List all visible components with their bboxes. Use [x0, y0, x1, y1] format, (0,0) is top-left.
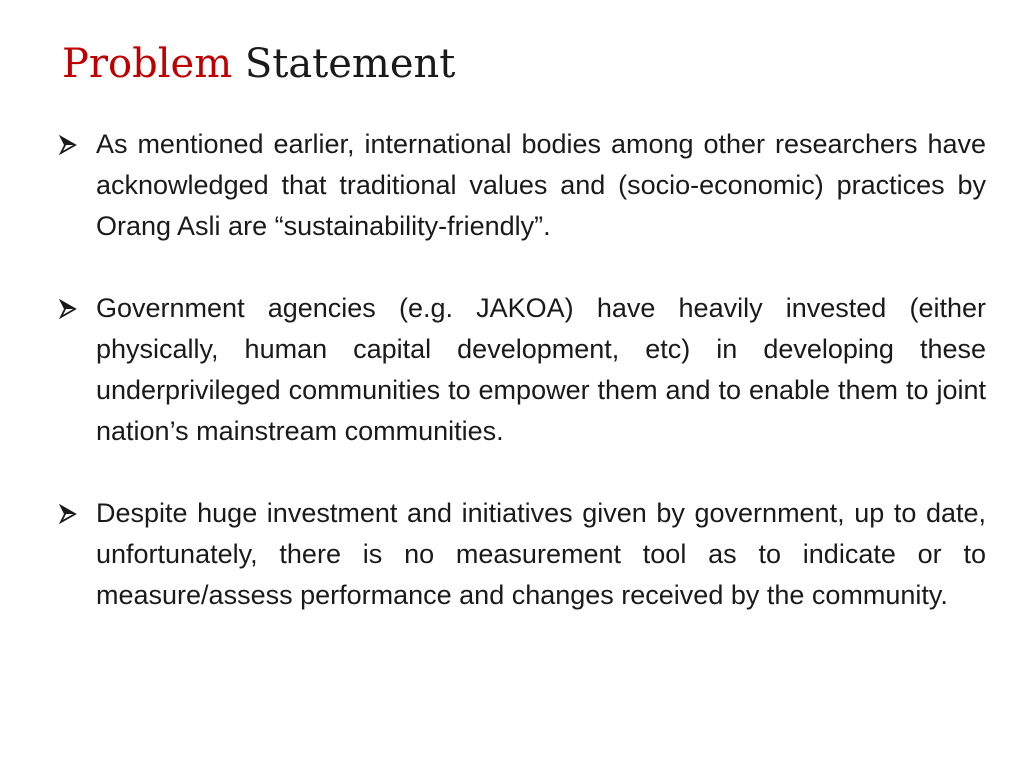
- title-rest: Statement: [244, 41, 456, 87]
- bullet-text-1: As mentioned earlier, international bodies among other researchers have acknowledged that traditional values and (socio-economic) practices by Orang Asli are “sustainability-friendly”.: [96, 129, 986, 241]
- bullet-item-2: [56, 288, 986, 452]
- slide-title: [62, 38, 455, 90]
- bullet-item-3: [56, 493, 986, 616]
- title-accent-word: Problem: [62, 41, 233, 87]
- bullet-item-1: [56, 124, 986, 247]
- bullet-text-2: Government agencies (e.g. JAKOA) have heavily invested (either physically, human capital development, etc) in developing these underprivileged communities to empower them and to enable them to joint nation’s mainstream communities.: [96, 293, 986, 446]
- arrowhead-bullet-icon: [56, 288, 96, 329]
- arrowhead-bullet-icon: [56, 124, 96, 165]
- arrowhead-bullet-icon: [56, 493, 96, 534]
- bullet-text-3: Despite huge investment and initiatives given by government, up to date, unfortunately, there is no measurement tool as to indicate or to measure/assess performance and changes received by the community.: [96, 498, 986, 610]
- bullet-list: [56, 124, 986, 657]
